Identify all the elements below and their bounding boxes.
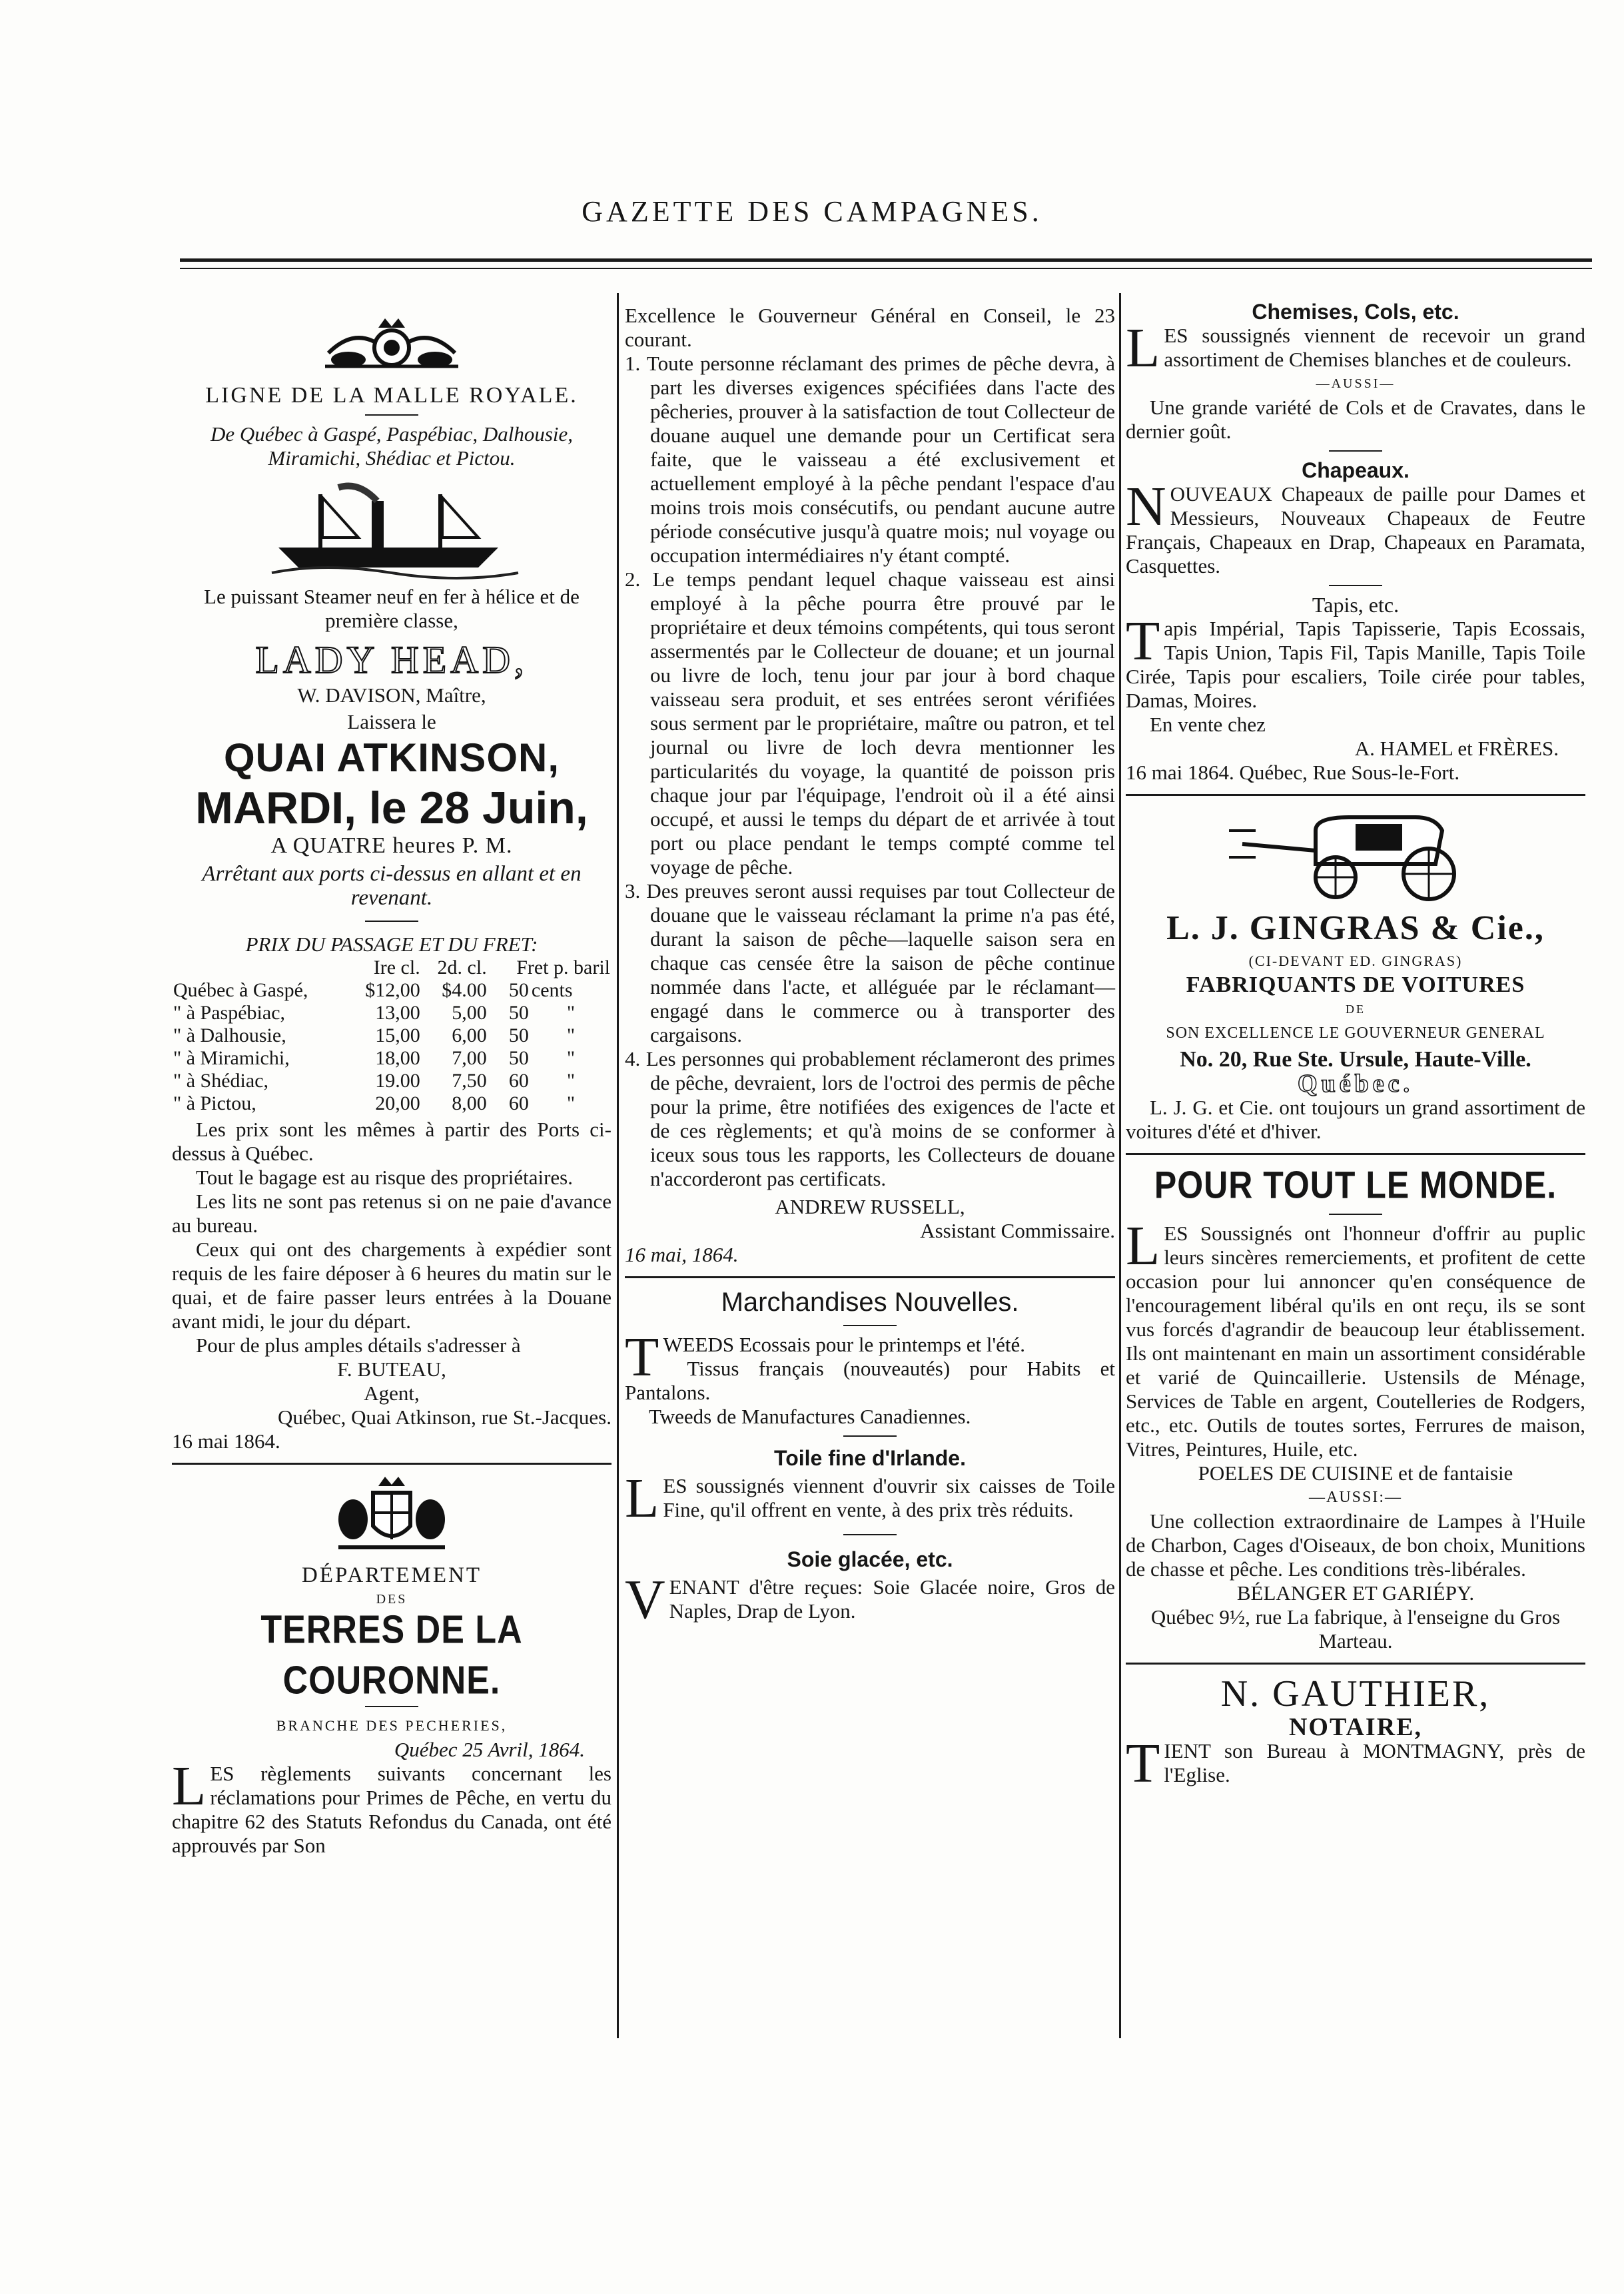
royal-coat-of-arms-icon (172, 1473, 611, 1559)
gingras-address: No. 20, Rue Ste. Ursule, Haute-Ville. (1180, 1047, 1531, 1072)
regulations-list (625, 352, 1115, 1191)
signer-title: Assistant Commissaire. (920, 1219, 1115, 1242)
crown-arms-emblem-icon (172, 313, 611, 380)
crown-lands-title: TERRES DE LA COURONNE. (260, 1607, 523, 1703)
crown-lands-body: LES règlements suivants concernant les réclamations pour Primes de Pêche, en vertu du chapitre 62 des Statuts Refondus du Canada, ont été approuvés par Son (172, 1755, 611, 1857)
gingras-makers: FABRIQUANTS DE VOITURES (1186, 972, 1525, 997)
fares-col-freight: Fret p. baril (516, 956, 610, 978)
gingras-de: DE (1346, 1002, 1366, 1016)
fare-first: 15,00 (375, 1024, 420, 1046)
belanger-address: Québec 9½, rue La fabrique, à l'enseigne du Gros Marteau. (1150, 1605, 1561, 1653)
fare-row (172, 1092, 611, 1115)
fares-col-second: 2d. cl. (437, 956, 487, 978)
merchandise-fabrics: Tissus français (nouveautés) pour Habits et Pantalons. (625, 1357, 1115, 1404)
gauthier-title: NOTAIRE, (1288, 1713, 1423, 1741)
berths-note: Les lits ne sont pas retenus si on ne paie d'avance au bureau. (172, 1190, 611, 1237)
pour-tout-le-monde-body: LES Soussignés ont l'honneur d'offrir au puplic leurs sincères remerciements, et profitent de cette occasion pour lui annoncer qu'en conséquence de l'encouragement libéral qu'ils en ont reçu, ils se sont vus forcés d'agrandir de beaucoup leur établissement. Ils ont maintenant en main un assortiment considérable et varié de Quincaillerie. Ustensils de Ménage, Services de Table en argent, Coutelleries de Rodgers, etc., etc. Outils de toutes sortes, Ferrures de maison, Vitres, Peintures, Huile, etc. (1126, 1215, 1585, 1461)
fare-second: 7,50 (452, 1070, 487, 1092)
cargo-note: Ceux qui ont des chargements à expédier sont requis de les faire déposer à 6 heures du matin sur le quai, et de faire passer leurs entrées à la Douane avant midi, le jour du départ. (172, 1238, 611, 1333)
fare-freight: 50 (508, 1024, 529, 1046)
fare-unit: " (566, 1024, 576, 1046)
fisheries-branch: BRANCHE DES PECHERIES, (276, 1717, 508, 1734)
fare-freight: 60 (508, 1070, 529, 1092)
merchandise-title: Marchandises Nouvelles. (721, 1288, 1019, 1317)
lamps-body: Une collection extraordinaire de Lampes à l'Huile de Charbon, Cages d'Oiseaux, de bon choix, Munitions de chasse et pêche. Les conditions très-libérales. (1126, 1509, 1585, 1581)
regulations-intro: Excellence le Gouverneur Général en Conseil, le 23 courant. (625, 304, 1115, 351)
contact-note: Pour de plus amples détails s'adresser à (196, 1334, 521, 1357)
departure-date: MARDI, le 28 Juin, (195, 783, 588, 833)
merchandise-canadian: Tweeds de Manufactures Canadiennes. (649, 1405, 971, 1428)
fare-first: 19.00 (375, 1070, 420, 1092)
fare-unit: " (566, 1002, 576, 1024)
section-rule (1126, 1663, 1585, 1665)
merchandise-tweeds: TWEEDS Ecossais pour le printemps et l'été. (625, 1326, 1025, 1388)
linen-title: Toile fine d'Irlande. (774, 1446, 966, 1470)
carpets-body: Tapis Impérial, Tapis Tapisserie, Tapis Ecossais, Tapis Union, Tapis Fil, Tapis Manille, Tapis Toile Cirée, Tapis pour escaliers, Toile cirée pour tables, Damas, Moires. (1126, 610, 1585, 712)
departure-time: A QUATRE heures P. M. (270, 833, 513, 858)
divider (843, 1534, 897, 1535)
steamship-icon (172, 474, 611, 581)
divider (365, 921, 418, 922)
belanger-name: BÉLANGER ET GARIÉPY. (1236, 1581, 1475, 1605)
silk-body: VENANT d'être reçues: Soie Glacée noire, Gros de Naples, Drap de Lyon. (625, 1569, 1115, 1631)
divider (1329, 585, 1382, 586)
fare-place: " à Paspébiac, (173, 1002, 286, 1024)
fare-second: 8,00 (452, 1092, 487, 1114)
fares-table (172, 956, 611, 1115)
divider (1329, 450, 1382, 452)
section-rule (625, 1276, 1115, 1278)
gauthier-name: N. GAUTHIER, (1220, 1673, 1491, 1715)
divider (365, 414, 418, 416)
signer-name: ANDREW RUSSELL, (775, 1195, 965, 1218)
fare-first: 20,00 (375, 1092, 420, 1114)
agent-title: Agent, (364, 1381, 420, 1405)
pour-tout-le-monde-title: POUR TOUT LE MONDE. (1154, 1163, 1557, 1207)
section-rule (172, 1463, 611, 1465)
stops-note: Arrêtant aux ports ci-dessus en allant et en revenant. (202, 862, 582, 910)
steamer-intro: Le puissant Steamer neuf en fer à hélice et de première classe, (204, 585, 580, 632)
fare-second: $4.00 (442, 979, 487, 1001)
divider (1329, 1214, 1382, 1215)
gingras-former: (CI-DEVANT ED. GINGRAS) (1248, 953, 1463, 969)
divider (365, 1706, 418, 1707)
fare-row (172, 979, 611, 1002)
fare-second: 6,00 (452, 1024, 487, 1046)
shirts-body: LES soussignés viennent de recevoir un grand assortiment de Chemises blanches et de couleurs. (1126, 317, 1585, 379)
fare-unit: cents (531, 979, 573, 1001)
fare-freight: 50 (508, 1002, 529, 1024)
royal-mail-title: LIGNE DE LA MALLE ROYALE. (205, 383, 578, 408)
hats-body: NOUVEAUX Chapeaux de paille pour Dames et Messieurs, Nouveaux Chapeaux de Feutre Français, Chapeaux en Drap, Chapeaux en Paramata, Casquettes. (1126, 476, 1585, 577)
route: De Québec à Gaspé, Paspébiac, Dalhousie, Miramichi, Shédiac et Pictou. (210, 422, 574, 470)
on-sale: En vente chez (1150, 713, 1266, 736)
fare-place: " à Dalhousie, (173, 1024, 286, 1046)
carpets-title: Tapis, etc. (1312, 593, 1400, 617)
ad-date: 16 mai 1864. (172, 1429, 280, 1453)
fares-title: PRIX DU PASSAGE ET DU FRET: (245, 933, 538, 956)
horse-carriage-icon (1126, 804, 1585, 904)
divider (843, 1325, 897, 1326)
fare-second: 5,00 (452, 1002, 487, 1024)
fare-row (172, 1024, 611, 1047)
fare-unit: " (566, 1047, 576, 1069)
department-des: DES (376, 1592, 408, 1607)
fares-col-first: Ire cl. (373, 956, 420, 978)
fare-first: 13,00 (375, 1002, 420, 1024)
gauthier-body: TIENT son Bureau à MONTMAGNY, près de l'Eglise. (1126, 1732, 1585, 1794)
fare-second: 7,00 (452, 1047, 487, 1069)
fare-place: " à Shédiac, (173, 1070, 269, 1092)
masthead: GAZETTE DES CAMPAGNES. (582, 195, 1042, 228)
masthead-rule (180, 258, 1592, 262)
fare-place: " à Miramichi, (173, 1047, 290, 1069)
sellers: A. HAMEL et FRÈRES. (1354, 737, 1559, 760)
fare-first: 18,00 (375, 1047, 420, 1069)
baggage-note: Tout le bagage est au risque des propriétaires. (196, 1166, 573, 1189)
ship-master: W. DAVISON, Maître, (297, 683, 486, 707)
aussi-label: —AUSSI:— (1308, 1489, 1403, 1506)
fare-freight: 50 (508, 1047, 529, 1069)
regulation-item: 1. Toute personne réclamant des primes de pêche devra, à part les diverses exigences spécifiées dans l'acte des pêcheries, prouver à la satisfaction de tout Collecteur de douane auquel une demande pour un Certificat sera faite, que le vaisseau a été exclusivement et actuellement employé à la pêche pendant l'espace d'au moins trois mois consécutifs, ou pendant aucune autre période consécutive jusqu'à quatre mois; nul voyage ou occupation intermédiaires n'y étant compté. (625, 352, 1115, 567)
agent-name: F. BUTEAU, (337, 1357, 446, 1381)
column-3 (1126, 286, 1585, 1794)
fare-freight: 50 (508, 979, 529, 1001)
carpets-date-place: 16 mai 1864. Québec, Rue Sous-le-Fort. (1126, 761, 1460, 784)
aussi-label: —AUSSI— (1316, 376, 1396, 391)
column-rule (617, 293, 619, 2038)
gingras-city: Québec. (1298, 1070, 1414, 1098)
fare-row (172, 1047, 611, 1070)
masthead-rule-thin (180, 268, 1592, 269)
collars-body: Une grande variété de Cols et de Cravates, dans le dernier goût. (1126, 396, 1585, 443)
regulation-item: 3. Des preuves seront aussi requises par tout Collecteur de douane que le vaisseau réclamant la prime n'a pas été, durant la saison de pêche—laquelle saison sera en chaque cas censée être la saison de pêche continue nommée dans l'acte, et alléguée par le réclamant—engagé dans le commerce ou à transporter des cargaisons. (625, 879, 1115, 1046)
stoves-line: POELES DE CUISINE et de fantaisie (1198, 1461, 1513, 1485)
column-2 (625, 286, 1115, 1631)
fare-unit: " (566, 1070, 576, 1092)
section-rule (1126, 1153, 1585, 1155)
quay-name: QUAI ATKINSON, (224, 735, 560, 780)
linen-body: LES soussignés viennent d'ouvrir six caisses de Toile Fine, qu'il offrent en vente, à des prix très réduits. (625, 1467, 1115, 1529)
fare-place: Québec à Gaspé, (173, 979, 308, 1001)
fare-unit: " (566, 1092, 576, 1114)
column-1 (172, 286, 611, 1858)
section-rule (1126, 794, 1585, 796)
regulations-date: 16 mai, 1864. (625, 1243, 739, 1266)
hats-title: Chapeaux. (1302, 458, 1410, 482)
fares-header (172, 956, 611, 979)
gingras-patron: SON EXCELLENCE LE GOUVERNEUR GENERAL (1166, 1024, 1545, 1042)
ship-name: LADY HEAD, (255, 638, 528, 681)
regulation-item: 2. Le temps pendant lequel chaque vaisseau est ainsi employé à la pêche pourra être prouvé par le propriétaire et deux témoins compétents, qui tous seront assermentés par le Collecteur de douane; et un journal ou livre de loch, tenu jour par jour à bord chaque vaisseau sera produit, et ses entrées seront vérifiées sous serment par le propriétaire, maître ou patron, et tel journal ou livre de loch devra mentionner les particularités du voyage, la quantité de poisson pris chaque jour par l'équipage, l'endroit où il a été ainsi occupé, et aussi le temps du départ de et arrivée à tout port ou place pendant le temps compté comme tel voyage de pêche. (625, 568, 1115, 879)
divider (843, 1435, 897, 1437)
gingras-title: L. J. GINGRAS & Cie., (1166, 909, 1545, 947)
agent-address: Québec, Quai Atkinson, rue St.-Jacques. (277, 1405, 611, 1429)
column-rule (1119, 293, 1121, 2038)
silk-title: Soie glacée, etc. (787, 1547, 953, 1571)
fare-freight: 60 (508, 1092, 529, 1114)
fare-place: " à Pictou, (173, 1092, 256, 1114)
shirts-title: Chemises, Cols, etc. (1252, 300, 1459, 324)
fare-row (172, 1070, 611, 1092)
fares-note: Les prix sont les mêmes à partir des Ports ci-dessus à Québec. (172, 1118, 611, 1165)
leaves-label: Laissera le (347, 710, 436, 733)
crown-lands-date: Québec 25 Avril, 1864. (394, 1738, 585, 1761)
fare-first: $12,00 (365, 979, 420, 1001)
department-label: DÉPARTEMENT (302, 1563, 482, 1587)
regulation-item: 4. Les personnes qui probablement réclameront des primes de pêche, devraient, lors de l'octroi des permis de pêche pour la prime, être notifiées des exigences de l'acte et de ces règlements; et qu'à moins de se conformer à iceux sous tous les rapports, les Collecteurs de douane n'accorderont pas certificats. (625, 1047, 1115, 1190)
gingras-body: L. J. G. et Cie. ont toujours un grand assortiment de voitures d'été et d'hiver. (1126, 1096, 1585, 1143)
fare-row (172, 1002, 611, 1024)
